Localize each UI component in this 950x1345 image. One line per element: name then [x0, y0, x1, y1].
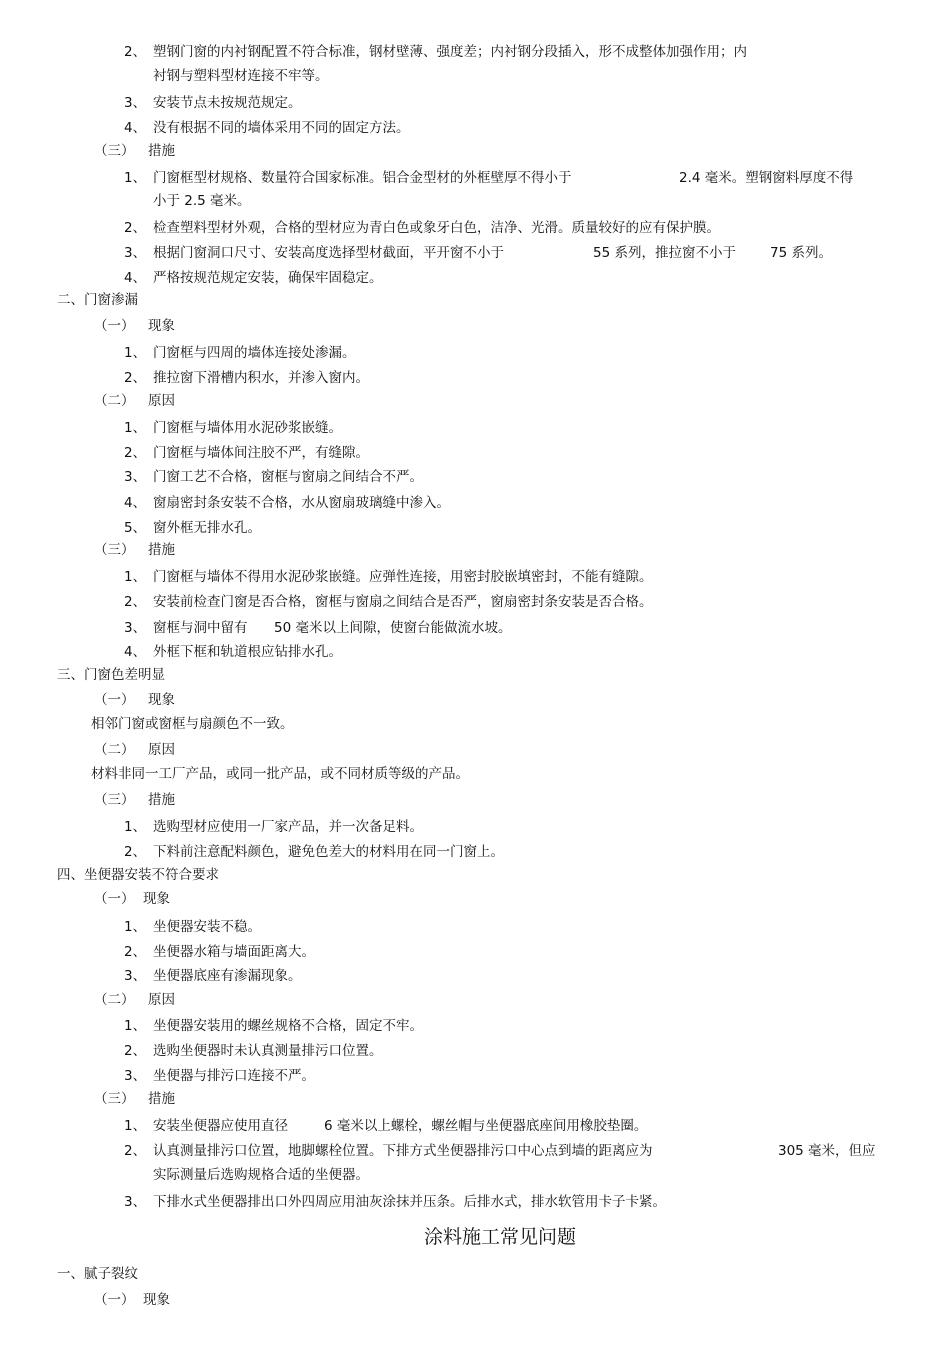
list-number: 3、 [124, 1194, 147, 1210]
paragraph: 相邻门窗或窗框与扇颜色不一致。 [91, 716, 294, 732]
list-number: 2、 [124, 44, 147, 60]
subsection-heading: 措施 [148, 542, 175, 558]
list-item-text: 门窗工艺不合格，窗框与窗扇之间结合不严。 [153, 469, 423, 485]
list-number: 1、 [124, 170, 147, 186]
list-item-continuation: 实际测量后选购规格合适的坐便器。 [153, 1167, 369, 1183]
list-number: 3、 [124, 95, 147, 111]
section-heading: 四、坐便器安装不符合要求 [57, 867, 219, 883]
subsection-heading: 现象 [148, 692, 175, 708]
list-number: 3、 [124, 245, 147, 261]
subsection-number: （一） [94, 692, 135, 708]
list-item-text: 认真测量排污口位置，地脚螺栓位置。下排方式坐便器排污口中心点到墙的距离应为 [153, 1143, 653, 1159]
list-number: 1、 [124, 345, 147, 361]
subsection-heading: 原因 [148, 992, 175, 1008]
subsection-heading: 现象 [148, 318, 175, 334]
list-item-text: 坐便器安装用的螺丝规格不合格，固定不牢。 [153, 1018, 423, 1034]
list-number: 4、 [124, 120, 147, 136]
list-item-text: 窗扇密封条安装不合格，水从窗扇玻璃缝中渗入。 [153, 495, 450, 511]
list-item-text: 下料前注意配料颜色，避免色差大的材料用在同一门窗上。 [153, 844, 504, 860]
list-item-text: 门窗框型材规格、数量符合国家标准。铝合金型材的外框壁厚不得小于 [153, 170, 572, 186]
subsection-number: （二） [94, 742, 135, 758]
subsection-heading: 现象 [143, 891, 170, 907]
list-number: 1、 [124, 1018, 147, 1034]
list-number: 4、 [124, 644, 147, 660]
subsection-heading: 原因 [148, 393, 175, 409]
list-number: 4、 [124, 495, 147, 511]
subsection-number: （三） [94, 143, 135, 159]
list-number: 4、 [124, 270, 147, 286]
list-number: 1、 [124, 1118, 147, 1134]
list-number: 1、 [124, 420, 147, 436]
list-item-text-part: 6 毫米以上螺栓，螺丝帽与坐便器底座间用橡胶垫圈。 [324, 1118, 648, 1134]
list-item-text: 根据门窗洞口尺寸、安装高度选择型材截面，平开窗不小于 [153, 245, 504, 261]
list-number: 3、 [124, 1068, 147, 1084]
list-item-text: 安装前检查门窗是否合格，窗框与窗扇之间结合是否严，窗扇密封条安装是否合格。 [153, 594, 653, 610]
list-item-text: 坐便器水箱与墙面距离大。 [153, 944, 315, 960]
subsection-number: （三） [94, 792, 135, 808]
list-number: 2、 [124, 220, 147, 236]
subsection-number: （三） [94, 542, 135, 558]
list-number: 1、 [124, 569, 147, 585]
list-item-text: 坐便器安装不稳。 [153, 919, 261, 935]
list-item-text: 窗外框无排水孔。 [153, 520, 261, 536]
section-heading: 一、腻子裂纹 [57, 1266, 138, 1282]
subsection-number: （三） [94, 1091, 135, 1107]
list-item-text: 严格按规范规定安装，确保牢固稳定。 [153, 270, 383, 286]
list-number: 1、 [124, 919, 147, 935]
subsection-number: （一） [94, 891, 135, 907]
list-item-text: 外框下框和轨道根应钻排水孔。 [153, 644, 342, 660]
list-item-text: 推拉窗下滑槽内积水，并渗入窗内。 [153, 370, 369, 386]
subsection-heading: 措施 [148, 143, 175, 159]
list-number: 2、 [124, 594, 147, 610]
list-item-text: 门窗框与墙体用水泥砂浆嵌缝。 [153, 420, 342, 436]
list-number: 2、 [124, 445, 147, 461]
list-item-text-part: 75 系列。 [770, 245, 832, 261]
list-item-text: 塑钢门窗的内衬钢配置不符合标准，钢材壁薄、强度差；内衬钢分段插入，形不成整体加强作用；内 [153, 44, 747, 60]
list-item-text: 门窗框与四周的墙体连接处渗漏。 [153, 345, 356, 361]
list-item-text: 下排水式坐便器排出口外四周应用油灰涂抹并压条。后排水式，排水软管用卡子卡紧。 [153, 1194, 666, 1210]
subsection-number: （一） [94, 318, 135, 334]
list-item-text-part: 55 系列，推拉窗不小于 [593, 245, 736, 261]
list-item-text: 安装坐便器应使用直径 [153, 1118, 288, 1134]
list-number: 5、 [124, 520, 147, 536]
list-item-text: 安装节点未按规范规定。 [153, 95, 302, 111]
list-number: 3、 [124, 469, 147, 485]
list-item-text-part: 2.4 毫米。塑钢窗料厚度不得 [679, 170, 854, 186]
list-number: 2、 [124, 844, 147, 860]
list-item-text: 门窗框与墙体间注胶不严，有缝隙。 [153, 445, 369, 461]
list-item-text-part: 305 毫米，但应 [778, 1143, 876, 1159]
list-item-text: 选购型材应使用一厂家产品，并一次备足料。 [153, 819, 423, 835]
section-heading: 三、门窗色差明显 [57, 667, 165, 683]
list-item-text: 坐便器底座有渗漏现象。 [153, 968, 302, 984]
list-item-text: 没有根据不同的墙体采用不同的固定方法。 [153, 120, 410, 136]
list-item-text: 门窗框与墙体不得用水泥砂浆嵌缝。应弹性连接，用密封胶嵌填密封，不能有缝隙。 [153, 569, 653, 585]
list-number: 2、 [124, 1043, 147, 1059]
list-number: 3、 [124, 620, 147, 636]
subsection-heading: 措施 [148, 792, 175, 808]
subsection-number: （一） [94, 1292, 135, 1308]
list-item-text: 检查塑料型材外观，合格的型材应为青白色或象牙白色，洁净、光滑。质量较好的应有保护膜。 [153, 220, 720, 236]
list-item-continuation: 衬钢与塑料型材连接不牢等。 [153, 68, 329, 84]
subsection-heading: 现象 [143, 1292, 170, 1308]
subsection-heading: 措施 [148, 1091, 175, 1107]
list-number: 2、 [124, 1143, 147, 1159]
list-number: 2、 [124, 370, 147, 386]
list-number: 1、 [124, 819, 147, 835]
list-item-text: 坐便器与排污口连接不严。 [153, 1068, 315, 1084]
paragraph: 材料非同一工厂产品，或同一批产品，或不同材质等级的产品。 [91, 766, 469, 782]
list-number: 3、 [124, 968, 147, 984]
list-item-continuation: 小于 2.5 毫米。 [153, 193, 251, 209]
section-heading: 二、门窗渗漏 [57, 292, 138, 308]
subsection-number: （二） [94, 992, 135, 1008]
list-number: 2、 [124, 944, 147, 960]
list-item-text: 选购坐便器时未认真测量排污口位置。 [153, 1043, 383, 1059]
subsection-heading: 原因 [148, 742, 175, 758]
subsection-number: （二） [94, 393, 135, 409]
list-item-text-part: 50 毫米以上间隙，使窗台能做流水坡。 [274, 620, 512, 636]
section-title: 涂料施工常见问题 [423, 1226, 576, 1248]
list-item-text: 窗框与洞中留有 [153, 620, 248, 636]
